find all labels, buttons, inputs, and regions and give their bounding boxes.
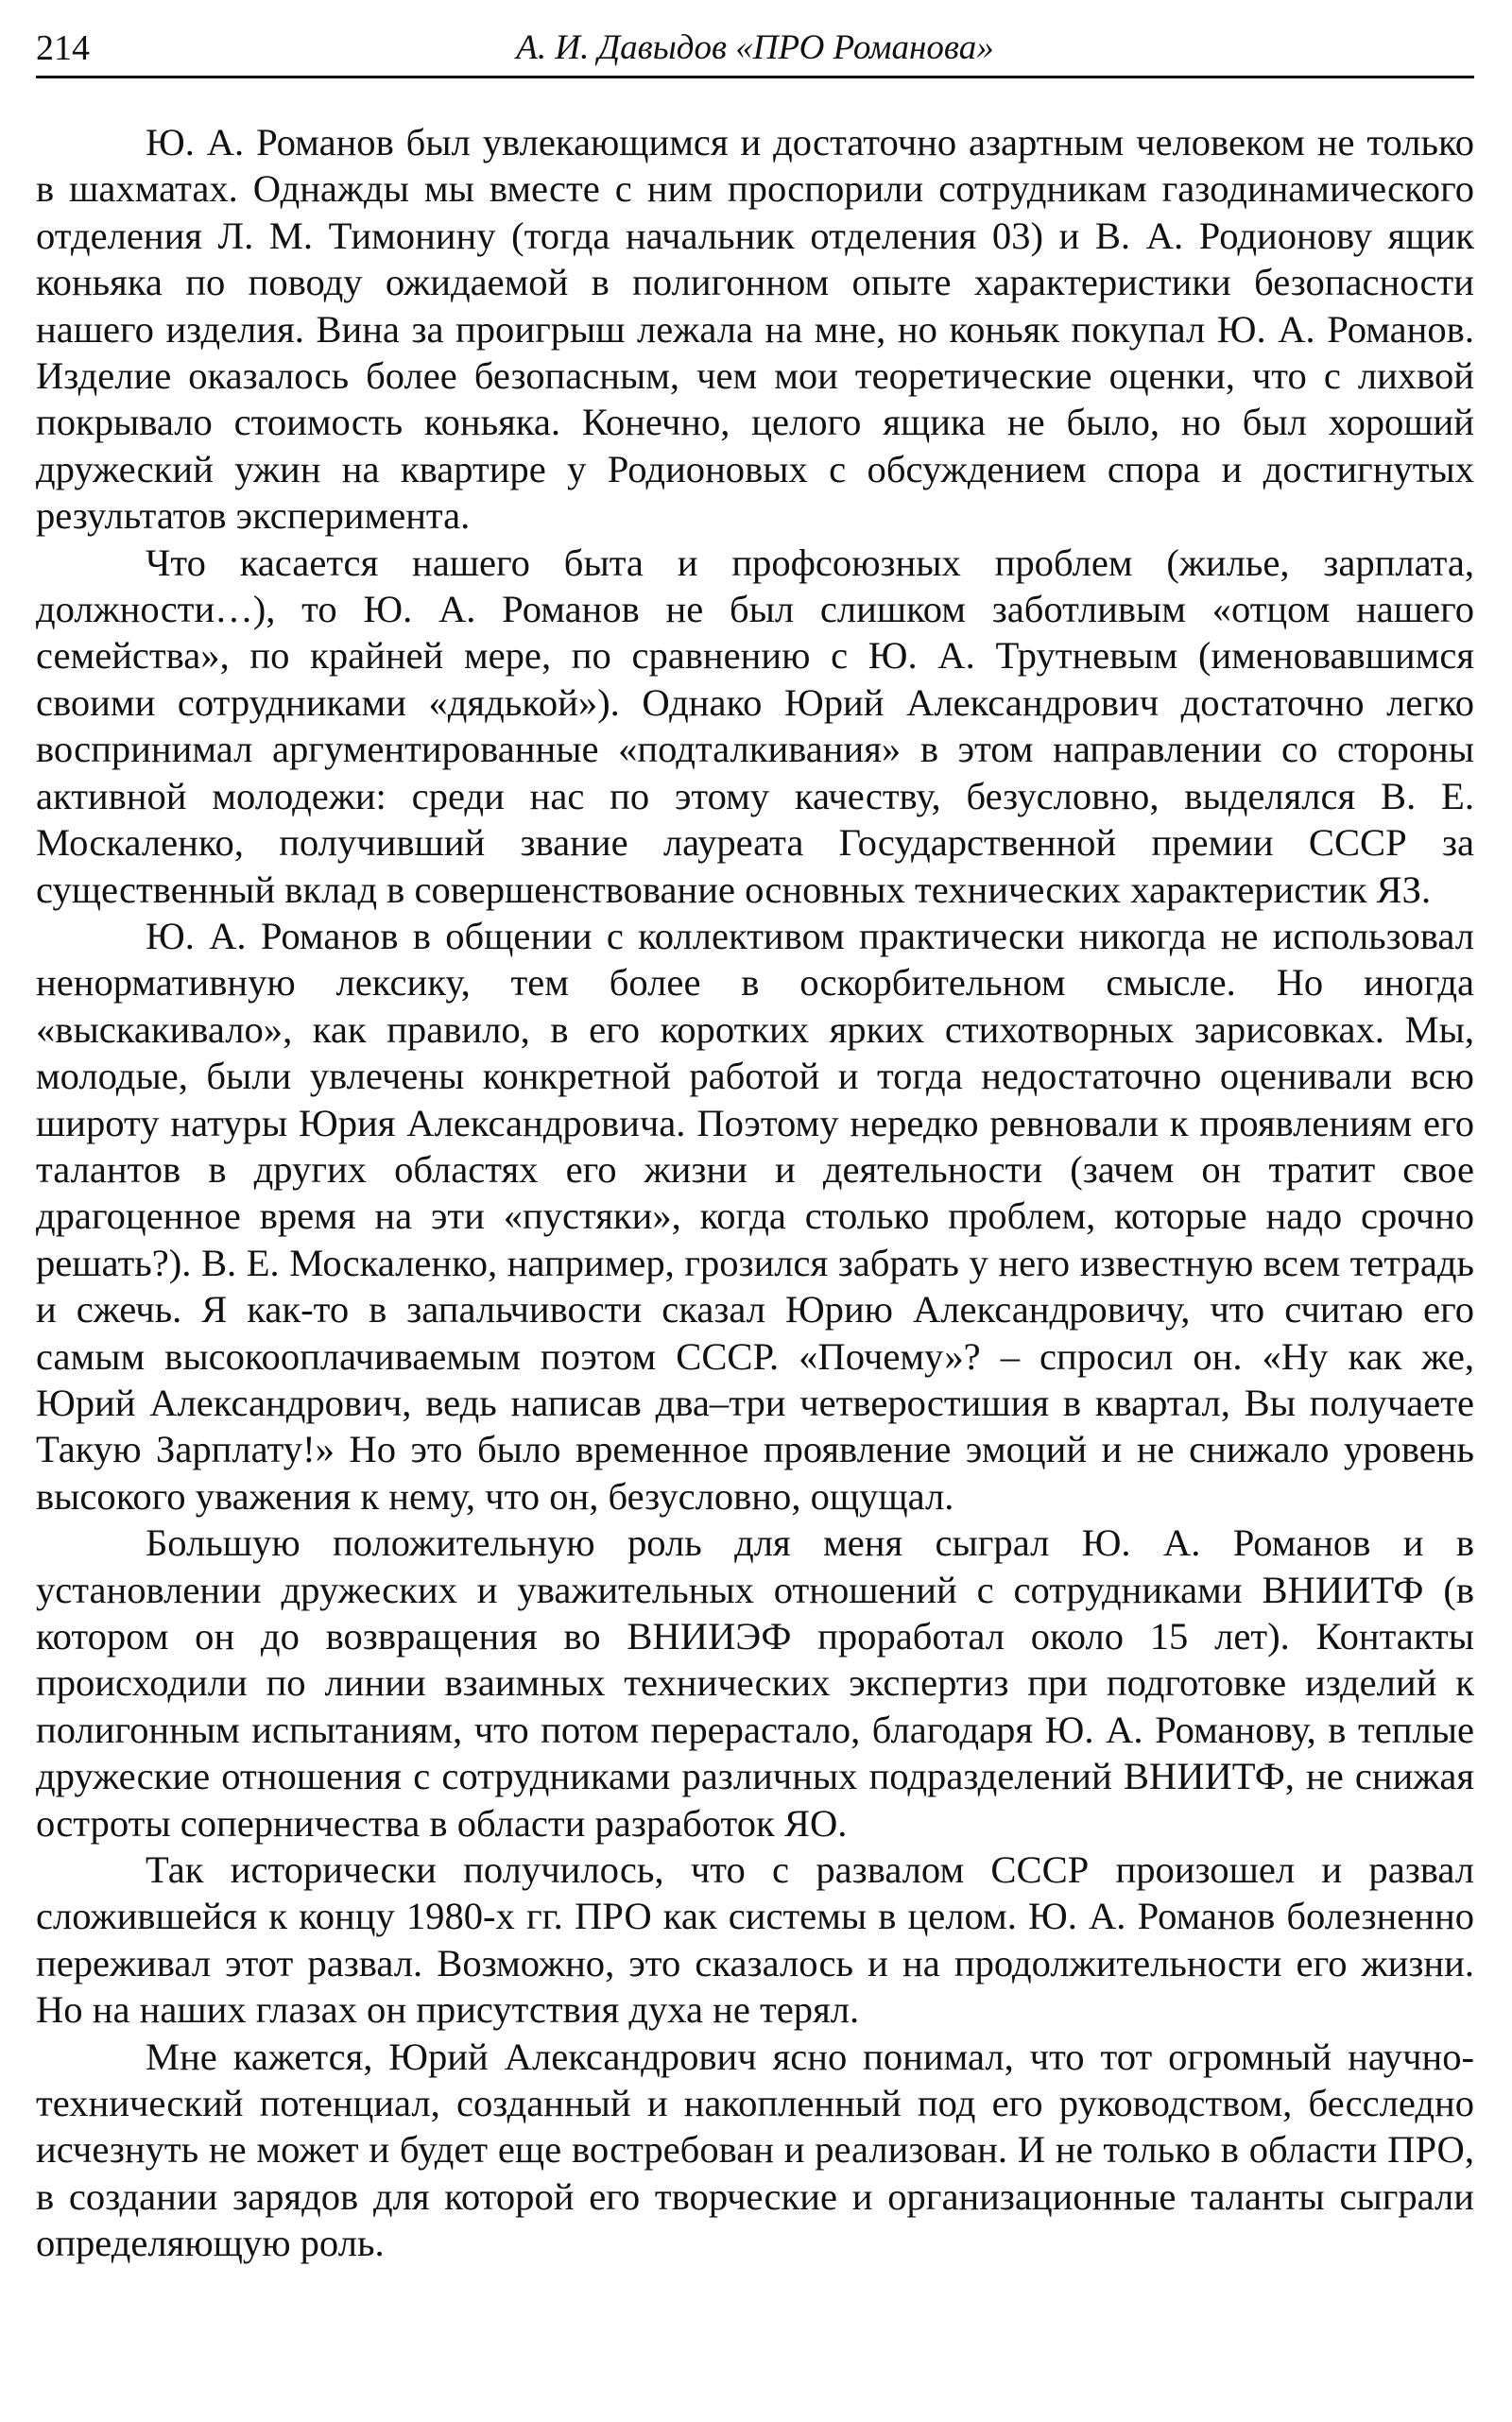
running-header <box>36 26 1474 78</box>
page-number: 214 <box>36 28 90 68</box>
paragraph-6: Мне кажется, Юрий Александрович ясно понимал, что тот огромный научно-технический потенциал, созданный и накопленный под его руководством, бесследно исчезнуть не может и будет еще востребован и реализован. И не только в области ПРО, в создании зарядов для которой его творческие и организационные таланты сыграли определяющую роль. <box>36 2035 1474 2265</box>
paragraph-3: Ю. А. Романов в общении с коллективом практически никогда не использовал ненормативную лексику, тем более в оскорбительном смысле. Но иногда «выскакивало», как правило, в его коротких ярких стихотворных зарисовках. Мы, молодые, были увлечены конкретной работой и тогда недостаточно оценивали всю широту натуры Юрия Александровича. Поэтому нередко ревновали к проявлениям его талантов в других областях его жизни и деятельности (зачем он тратит свое драгоценное время на эти «пустяки», когда столько проблем, которые надо срочно решать?). В. Е. Москаленко, например, грозился забрать у него известную всем тетрадь и сжечь. Я как-то в запальчивости сказал Юрию Александровичу, что считаю его самым высокооплачиваемым поэтом СССР. «Почему»? – спросил он. «Ну как же, Юрий Александрович, ведь написав два–три четверостишия в квартал, Вы получаете Такую Зарплату!» Но это было временное проявление эмоций и не снижало уровень высокого уважения к нему, что он, безусловно, ощущал. <box>36 914 1474 1518</box>
paragraph-1: Ю. А. Романов был увлекающимся и достаточно азартным человеком не только в шахматах. Однажды мы вместе с ним проспорили сотрудникам газодинамического отделения Л. М. Тимонину (тогда начальник отделения 03) и В. А. Родионову ящик коньяка по поводу ожидаемой в полигонном опыте характеристики безопасности нашего изделия. Вина за проигрыш лежала на мне, но коньяк покупал Ю. А. Романов. Изделие оказалось более безопасным, чем мои теоретические оценки, что с лихвой покрывало стоимость коньяка. Конечно, целого ящика не было, но был хороший дружеский ужин на квартире у Родионовых с обсуждением спора и достигнутых результатов эксперимента. <box>36 121 1474 538</box>
paragraph-5: Так исторически получилось, что с развалом СССР произошел и развал сложившейся к концу 1980-х гг. ПРО как системы в целом. Ю. А. Романов болезненно переживал этот развал. Возможно, это сказалось и на продолжительности его жизни. Но на наших глазах он присутствия духа не терял. <box>36 1848 1474 2032</box>
paragraph-2: Что касается нашего быта и профсоюзных проблем (жилье, зарплата, должности…), то Ю. А. Романов не был слишком заботливым «отцом нашего семейства», по крайней мере, по сравнению с Ю. А. Трутневым (именовавшимся своими сотрудниками «дядькой»). Однако Юрий Александрович достаточно легко воспринимал аргументированные «подталкивания» в этом направлении со стороны активной молодежи: среди нас по этому качеству, безусловно, выделялся В. Е. Москаленко, получивший звание лауреата Государственной премии СССР за существенный вклад в совершенствование основных технических характеристик ЯЗ. <box>36 541 1474 911</box>
running-title: А. И. Давыдов «ПРО Романова» <box>516 28 994 67</box>
paragraph-4: Большую положительную роль для меня сыграл Ю. А. Романов и в установлении дружеских и уважительных отношений с сотрудниками ВНИИТФ (в котором он до возвращения во ВНИИЭФ проработал около 15 лет). Контакты происходили по линии взаимных технических экспертиз при подготовке изделий к полигонным испытаниям, что потом перерастало, благодаря Ю. А. Романову, в теплые дружеские отношения с сотрудниками различных подразделений ВНИИТФ, не снижая остроты соперничества в области разработок ЯО. <box>36 1521 1474 1845</box>
body-text <box>36 119 1474 2267</box>
